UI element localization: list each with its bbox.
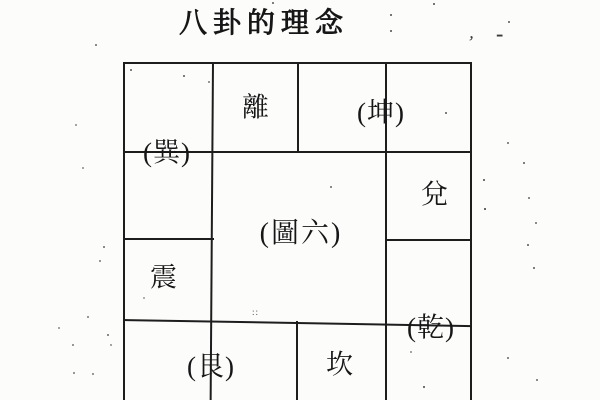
grid-line-vertical-3-top <box>297 62 299 153</box>
grid-line-left-border <box>123 62 125 400</box>
figure-caption: (圖六) <box>259 218 343 249</box>
trigram-label-qian: (乾) <box>407 312 455 343</box>
grid-line-top-border <box>123 62 472 64</box>
scan-dash-artifact: - <box>496 21 504 46</box>
trigram-label-zhen: 震 <box>150 262 178 293</box>
trigram-label-kan: 坎 <box>326 349 354 380</box>
trigram-label-xun: (巽) <box>143 137 191 168</box>
page-title: 八卦的理念 <box>178 8 350 39</box>
trigram-label-li: 離 <box>242 92 270 123</box>
trigram-label-gen: (艮) <box>187 351 235 382</box>
grid-line-vertical-3-bottom <box>296 321 298 400</box>
trigram-label-dui: 兌 <box>421 179 449 210</box>
scan-dots-artifact: :: <box>252 307 260 317</box>
grid-line-horizontal-3-left <box>123 238 214 240</box>
grid-line-horizontal-3-right <box>385 239 472 241</box>
scan-comma-artifact: , <box>468 21 476 43</box>
scan-specks <box>0 0 2 2</box>
grid-line-right-border <box>470 62 472 400</box>
trigram-label-kun: (坤) <box>357 97 405 128</box>
